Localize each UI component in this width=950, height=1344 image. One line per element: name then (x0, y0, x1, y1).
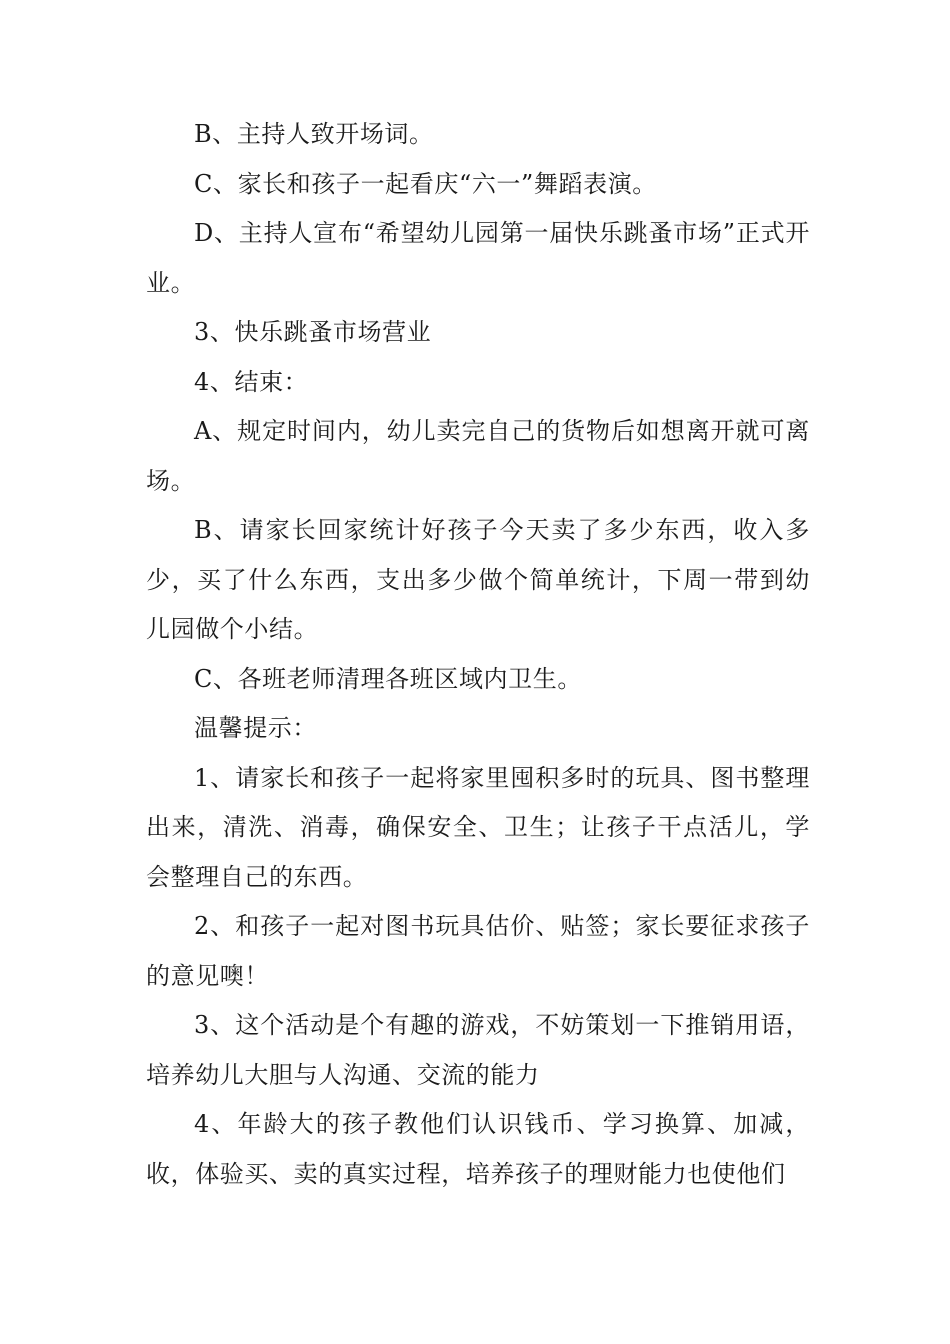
paragraph-market-opening: D、主持人宣布“希望幼儿园第一届快乐跳蚤市场”正式开业。 (146, 219, 810, 297)
paragraph-ending-heading: 4、结束： (194, 367, 309, 396)
paragraph-tip-2: 2、和孩子一起对图书玩具估价、贴签；家长要征求孩子的意见噢！ (146, 912, 810, 990)
paragraph-ending-a: A、规定时间内，幼儿卖完自己的货物后如想离开就可离场。 (146, 417, 810, 495)
paragraph-tip-4: 4、年龄大的孩子教他们认识钱币、学习换算、加减，收，体验买、卖的真实过程，培养孩子的理财能力也使他们 (146, 1110, 810, 1188)
paragraph-market-business: 3、快乐跳蚤市场营业 (194, 318, 432, 346)
paragraph-dance-performance: C、家长和孩子一起看庆“六一”舞蹈表演。 (194, 169, 657, 198)
paragraph-tips-heading: 温馨提示： (194, 714, 317, 742)
paragraph-ending-c: C、各班老师清理各班区域内卫生。 (194, 664, 582, 693)
paragraph-ending-b: B、请家长回家统计好孩子今天卖了多少东西，收入多少，买了什么东西，支出多少做个简单统计，下周一带到幼儿园做个小结。 (146, 516, 810, 643)
paragraph-host-opening: B、主持人致开场词。 (194, 120, 434, 148)
paragraph-tip-1: 1、请家长和孩子一起将家里囤积多时的玩具、图书整理出来，清洗、消毒，确保安全、卫生；让孩子干点活儿，学会整理自己的东西。 (146, 763, 810, 891)
paragraph-tip-3: 3、这个活动是个有趣的游戏，不妨策划一下推销用语，培养幼儿大胆与人沟通、交流的能力 (146, 1011, 810, 1089)
document-body (146, 110, 810, 1199)
